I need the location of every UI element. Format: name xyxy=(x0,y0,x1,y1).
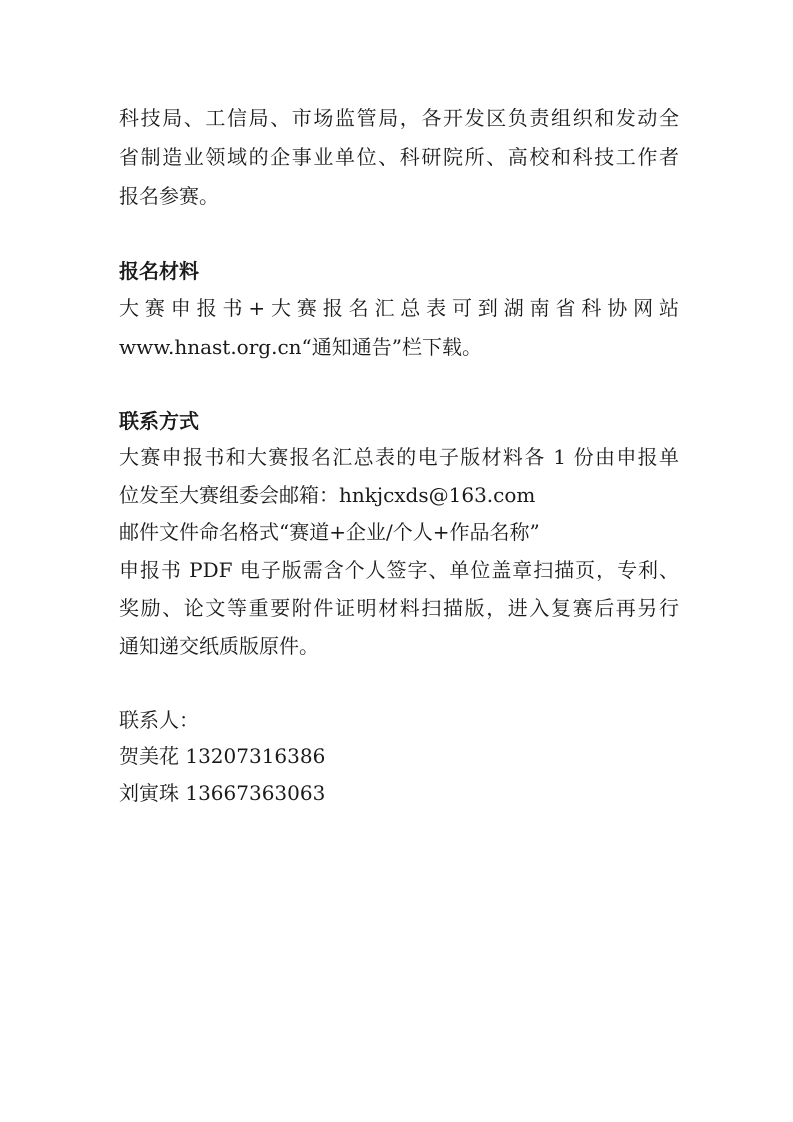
intro-line-1: 科技局、工信局、市场监管局，各开发区负责组织和发动全 xyxy=(119,106,679,130)
materials-heading: 报名材料 xyxy=(119,259,199,283)
contact-line-5: 奖励、论文等重要附件证明材料扫描版，进入复赛后再另行 xyxy=(119,596,679,620)
intro-line-2: 省制造业领域的企事业单位、科研院所、高校和科技工作者 xyxy=(119,145,679,169)
contact-line-2: 位发至大赛组委会邮箱：hnkjcxds@163.com xyxy=(119,483,536,507)
contact-person-label: 联系人： xyxy=(119,708,199,732)
contact-heading: 联系方式 xyxy=(119,409,199,433)
materials-line-2: www.hnast.org.cn“通知通告”栏下载。 xyxy=(119,335,482,359)
contact-line-3: 邮件文件命名格式“赛道+企业/个人+作品名称” xyxy=(119,520,540,544)
contact-line-6: 通知递交纸质版原件。 xyxy=(119,634,319,658)
contact-person-1: 贺美花 13207316386 xyxy=(119,744,326,768)
contact-line-4: 申报书 PDF 电子版需含个人签字、单位盖章扫描页，专利、 xyxy=(119,558,679,582)
contact-person-2: 刘寅珠 13667363063 xyxy=(119,781,326,805)
intro-line-3: 报名参赛。 xyxy=(119,184,219,208)
contact-line-1: 大赛申报书和大赛报名汇总表的电子版材料各 1 份由申报单 xyxy=(119,445,679,469)
materials-line-1: 大赛申报书+大赛报名汇总表可到湖南省科协网站 xyxy=(119,296,679,320)
